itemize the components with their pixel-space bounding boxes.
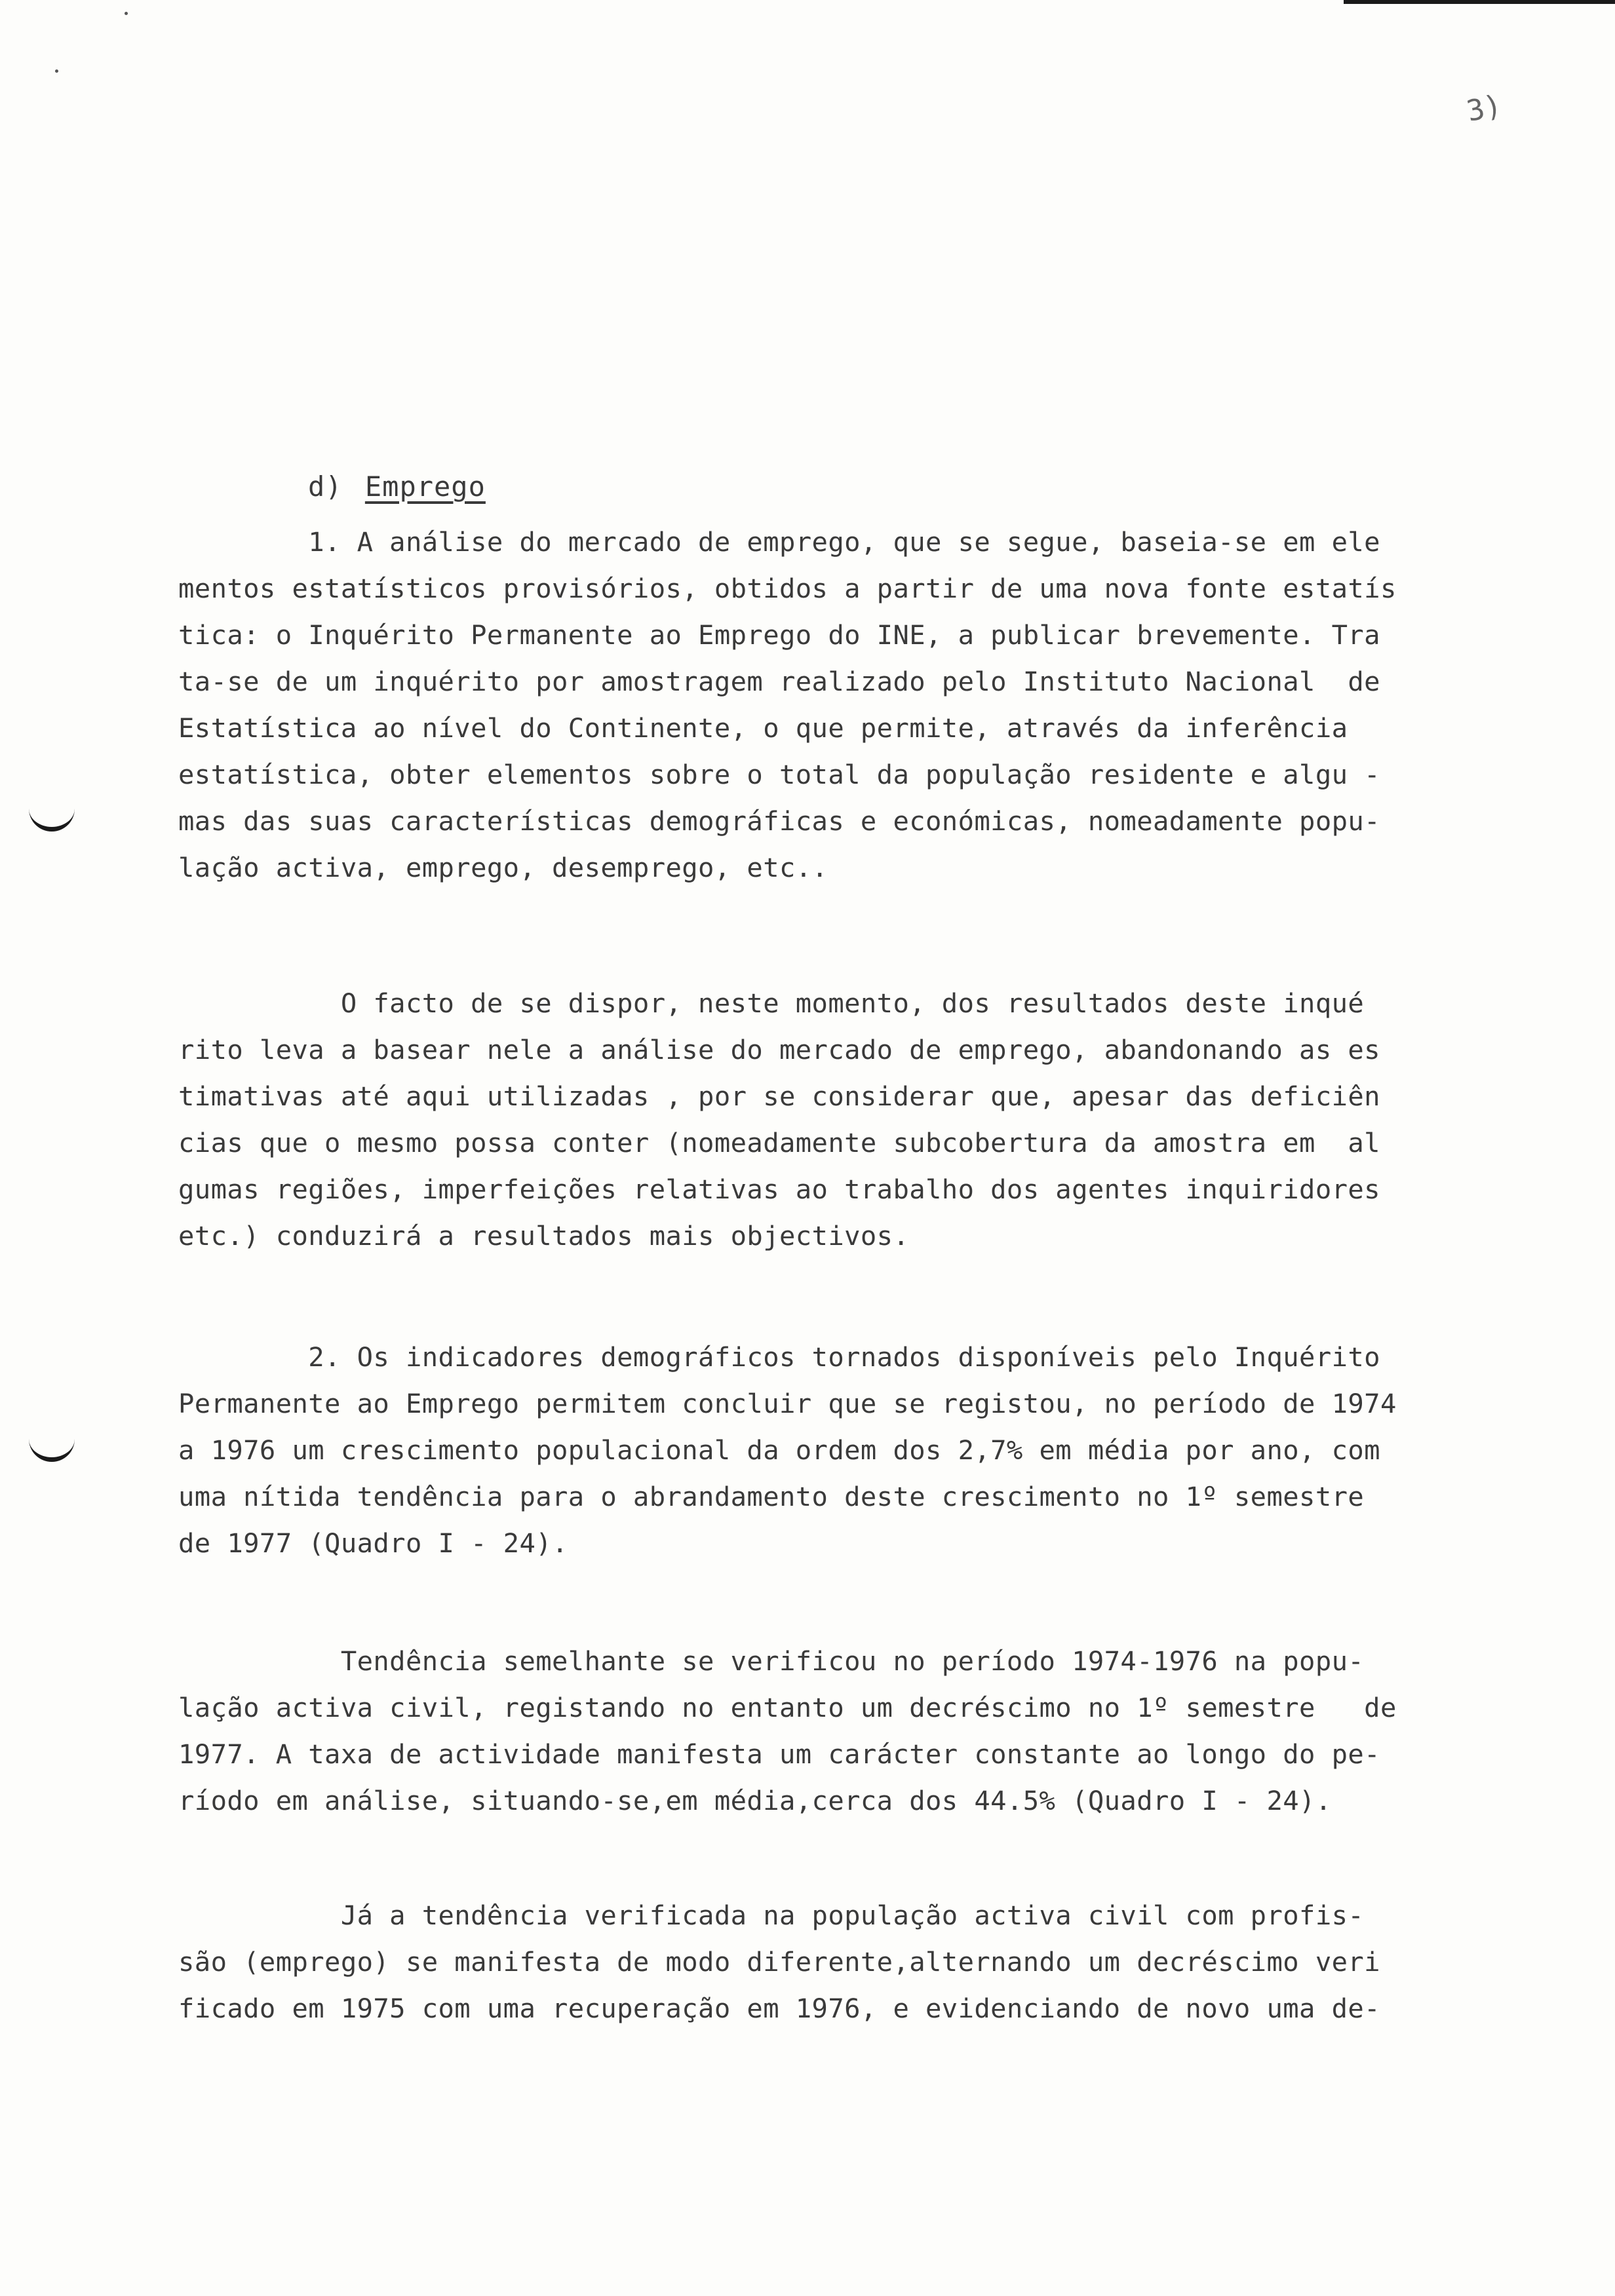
page-number: 3): [1464, 88, 1505, 128]
text-line: ríodo em análise, situando-se,em média,cerca dos 44.5% (Quadro I - 24).: [178, 1785, 1332, 1816]
paragraph-3: [178, 1334, 1483, 1567]
paragraph-5: [178, 1892, 1483, 2032]
paragraph-2: [178, 980, 1483, 1259]
text-line: são (emprego) se manifesta de modo diferente,alternando um decréscimo veri: [178, 1946, 1380, 1978]
text-line: rito leva a basear nele a análise do mercado de emprego, abandonando as es: [178, 1034, 1380, 1065]
text-line: lação activa civil, registando no entanto um decréscimo no 1º semestre de: [178, 1692, 1397, 1723]
scan-speck: [125, 12, 128, 15]
text-line: estatística, obter elementos sobre o total da população residente e algu -: [178, 759, 1380, 790]
text-line: Estatística ao nível do Continente, o que permite, através da inferência: [178, 712, 1348, 744]
text-line: gumas regiões, imperfeições relativas ao trabalho dos agentes inquiridores: [178, 1174, 1380, 1205]
text-line: uma nítida tendência para o abrandamento deste crescimento no 1º semestre: [178, 1481, 1365, 1512]
text-line: cias que o mesmo possa conter (nomeadamente subcobertura da amostra em al: [178, 1127, 1380, 1158]
text-line: ta-se de um inquérito por amostragem realizado pelo Instituto Nacional de: [178, 666, 1380, 697]
section-letter: d): [308, 470, 343, 503]
text-line: etc.) conduzirá a resultados mais objectivos.: [178, 1220, 910, 1252]
binder-hole-mark: [29, 803, 75, 832]
scan-edge-rule: [1344, 0, 1615, 4]
text-line: tica: o Inquérito Permanente ao Emprego do INE, a publicar brevemente. Tra: [178, 619, 1380, 651]
text-line: Já a tendência verificada na população activa civil com profis-: [178, 1900, 1365, 1931]
binder-hole-mark: [29, 1434, 75, 1462]
paragraph-4: [178, 1638, 1483, 1824]
text-line: lação activa, emprego, desemprego, etc..: [178, 852, 828, 883]
text-line: O facto de se dispor, neste momento, dos resultados deste inqué: [178, 987, 1365, 1019]
text-line: 1977. A taxa de actividade manifesta um carácter constante ao longo do pe-: [178, 1738, 1380, 1770]
section-heading: [308, 470, 486, 503]
text-line: mentos estatísticos provisórios, obtidos a partir de uma nova fonte estatís: [178, 573, 1397, 604]
text-line: a 1976 um crescimento populacional da ordem dos 2,7% em média por ano, com: [178, 1434, 1380, 1466]
scan-speck: [55, 69, 58, 73]
text-line: Tendência semelhante se verificou no período 1974-1976 na popu-: [178, 1645, 1365, 1677]
text-line: timativas até aqui utilizadas , por se considerar que, apesar das deficiên: [178, 1081, 1380, 1112]
text-line: ficado em 1975 com uma recuperação em 1976, e evidenciando de novo uma de-: [178, 1993, 1380, 2024]
text-line: de 1977 (Quadro I - 24).: [178, 1527, 568, 1559]
text-line: mas das suas características demográficas e económicas, nomeadamente popu-: [178, 805, 1380, 837]
section-title: Emprego: [364, 470, 486, 503]
text-line: 2. Os indicadores demográficos tornados disponíveis pelo Inquérito: [178, 1341, 1380, 1373]
text-line: 1. A análise do mercado de emprego, que se segue, baseia-se em ele: [178, 526, 1380, 558]
paragraph-1: [178, 519, 1483, 891]
text-line: Permanente ao Emprego permitem concluir que se registou, no período de 1974: [178, 1388, 1397, 1419]
